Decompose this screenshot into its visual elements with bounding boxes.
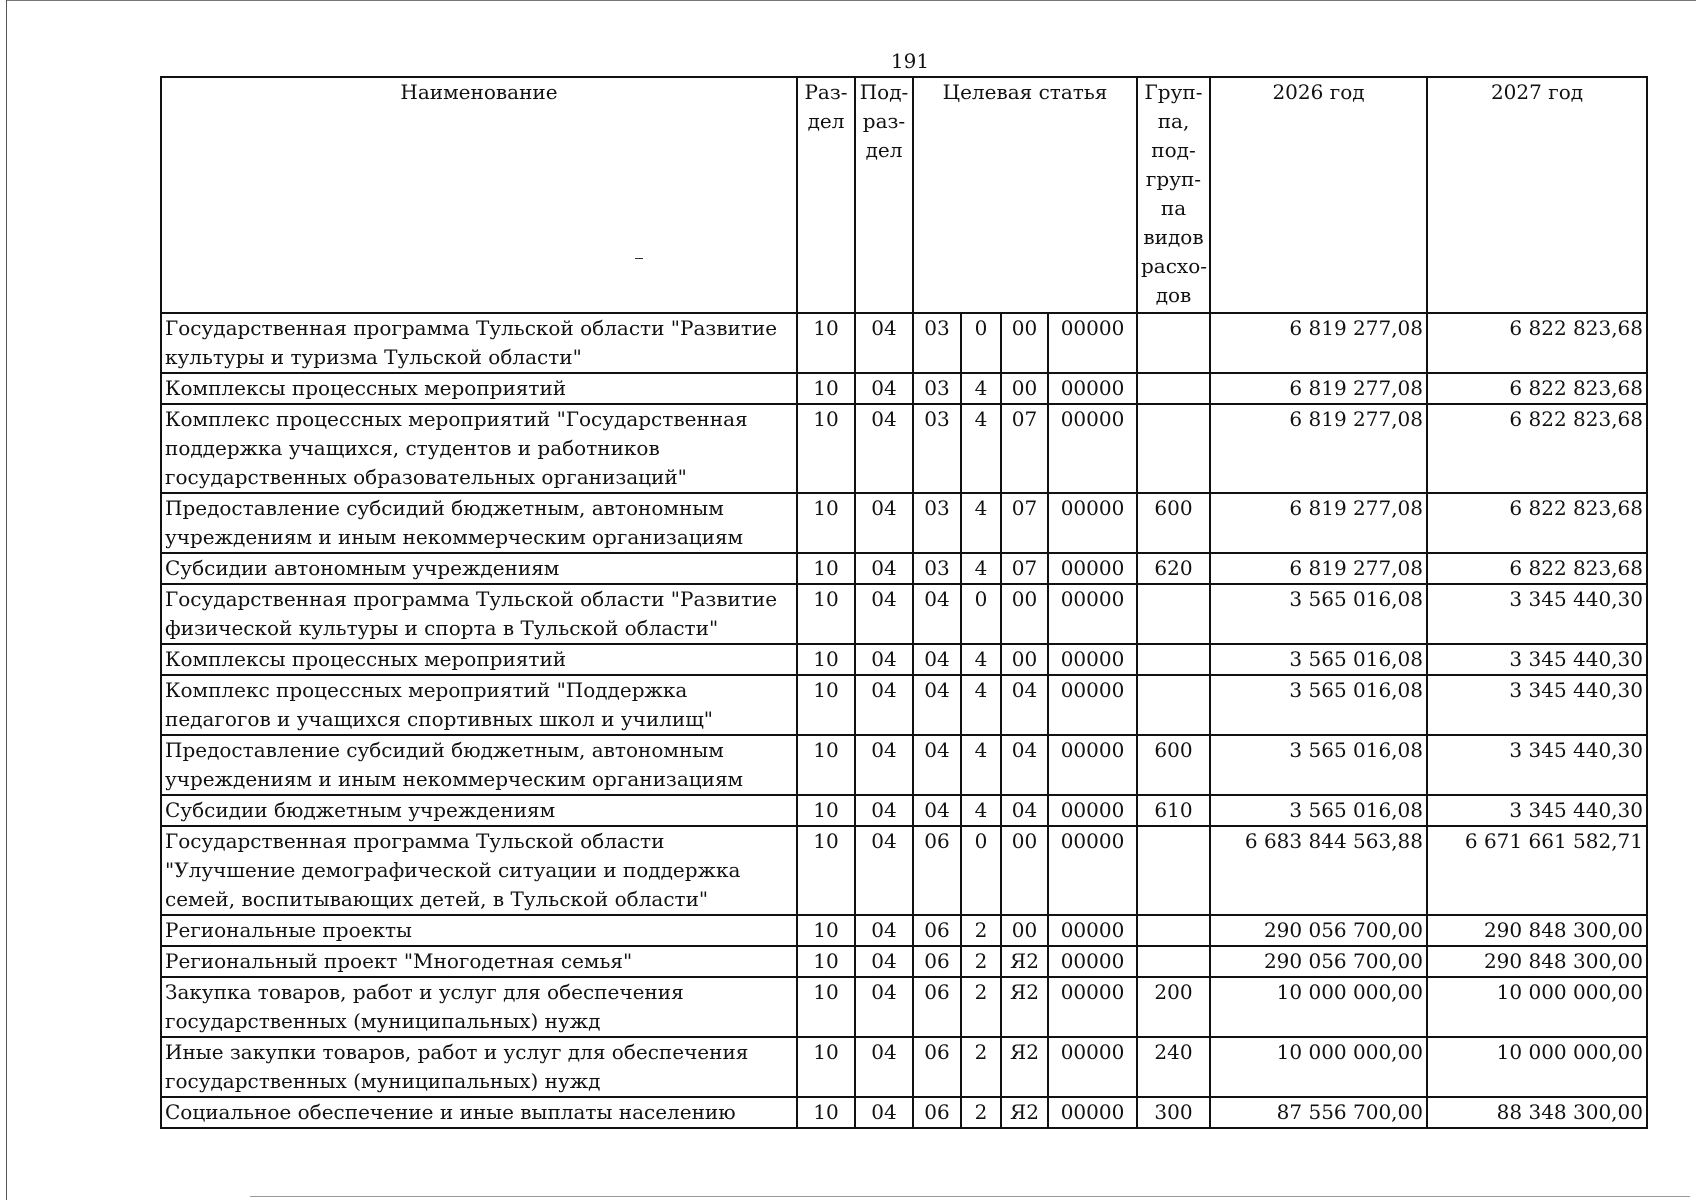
- table-row: [161, 404, 1647, 493]
- cell-target-program: 04: [913, 675, 961, 735]
- cell-name: Социальное обеспечение и иные выплаты населению: [161, 1097, 797, 1128]
- cell-name: Комплекс процессных мероприятий "Государственная поддержка учащихся, студентов и работников государственных образовательных организаций": [161, 404, 797, 493]
- table-row: [161, 977, 1647, 1037]
- cell-subsection: 04: [855, 1037, 913, 1097]
- table-row: [161, 735, 1647, 795]
- table-row: [161, 584, 1647, 644]
- cell-target-subprogram: 00: [1001, 373, 1048, 404]
- table-row: [161, 644, 1647, 675]
- cell-amount-2026: 6 819 277,08: [1210, 313, 1427, 373]
- cell-target-program: 03: [913, 404, 961, 493]
- cell-target-program: 03: [913, 493, 961, 553]
- cell-target-subprogram: 04: [1001, 675, 1048, 735]
- table-row: [161, 675, 1647, 735]
- table-row: [161, 553, 1647, 584]
- cell-amount-2027: 6 822 823,68: [1427, 404, 1647, 493]
- cell-name: Предоставление субсидий бюджетным, автономным учреждениям и иным некоммерческим организациям: [161, 735, 797, 795]
- header-section: [797, 77, 855, 313]
- cell-amount-2026: 87 556 700,00: [1210, 1097, 1427, 1128]
- cell-target-program: 04: [913, 735, 961, 795]
- cell-subsection: 04: [855, 1097, 913, 1128]
- cell-amount-2027: 6 671 661 582,71: [1427, 826, 1647, 915]
- cell-target-subprogram: 07: [1001, 404, 1048, 493]
- cell-expense-group: [1137, 584, 1210, 644]
- page-number: 191: [890, 49, 930, 73]
- cell-target-type: 0: [961, 313, 1001, 373]
- cell-target-type: 0: [961, 584, 1001, 644]
- cell-amount-2026: 290 056 700,00: [1210, 946, 1427, 977]
- header-section-label: Раз-дел: [804, 80, 848, 133]
- cell-amount-2027: 6 822 823,68: [1427, 493, 1647, 553]
- cell-target-program: 06: [913, 1097, 961, 1128]
- cell-target-type: 2: [961, 1097, 1001, 1128]
- cell-target-subprogram: 00: [1001, 313, 1048, 373]
- cell-target-direction: 00000: [1048, 915, 1137, 946]
- cell-target-subprogram: Я2: [1001, 977, 1048, 1037]
- cell-section: 10: [797, 1097, 855, 1128]
- table-row: [161, 946, 1647, 977]
- cell-target-direction: 00000: [1048, 675, 1137, 735]
- cell-target-type: 4: [961, 644, 1001, 675]
- cell-amount-2027: 3 345 440,30: [1427, 735, 1647, 795]
- cell-expense-group: 300: [1137, 1097, 1210, 1128]
- cell-target-direction: 00000: [1048, 644, 1137, 675]
- cell-subsection: 04: [855, 946, 913, 977]
- cell-target-subprogram: 00: [1001, 826, 1048, 915]
- header-year-2026-label: 2026 год: [1272, 80, 1365, 104]
- header-year-2026: [1210, 77, 1427, 313]
- cell-name: Закупка товаров, работ и услуг для обеспечения государственных (муниципальных) нужд: [161, 977, 797, 1037]
- cell-section: 10: [797, 404, 855, 493]
- cell-target-program: 03: [913, 553, 961, 584]
- cell-amount-2026: 6 819 277,08: [1210, 493, 1427, 553]
- cell-target-program: 06: [913, 1037, 961, 1097]
- cell-target-direction: 00000: [1048, 373, 1137, 404]
- header-row: [161, 77, 1647, 313]
- cell-amount-2026: 10 000 000,00: [1210, 1037, 1427, 1097]
- cell-target-type: 4: [961, 553, 1001, 584]
- cell-target-type: 0: [961, 826, 1001, 915]
- cell-section: 10: [797, 373, 855, 404]
- table-body: [161, 313, 1647, 1128]
- cell-amount-2026: 6 819 277,08: [1210, 404, 1427, 493]
- cell-name: Государственная программа Тульской области "Развитие физической культуры и спорта в Тульской области": [161, 584, 797, 644]
- cell-expense-group: [1137, 404, 1210, 493]
- cell-name: Государственная программа Тульской области "Развитие культуры и туризма Тульской области": [161, 313, 797, 373]
- budget-table: [160, 76, 1648, 1129]
- cell-name: Комплексы процессных мероприятий: [161, 373, 797, 404]
- cell-section: 10: [797, 644, 855, 675]
- cell-amount-2026: 6 819 277,08: [1210, 553, 1427, 584]
- table-row: [161, 313, 1647, 373]
- cell-subsection: 04: [855, 675, 913, 735]
- cell-name: Региональный проект "Многодетная семья": [161, 946, 797, 977]
- cell-amount-2026: 290 056 700,00: [1210, 915, 1427, 946]
- cell-target-subprogram: 07: [1001, 553, 1048, 584]
- cell-target-direction: 00000: [1048, 735, 1137, 795]
- table-row: [161, 795, 1647, 826]
- cell-amount-2027: 3 345 440,30: [1427, 644, 1647, 675]
- cell-subsection: 04: [855, 644, 913, 675]
- cell-name: Комплексы процессных мероприятий: [161, 644, 797, 675]
- cell-subsection: 04: [855, 795, 913, 826]
- cell-section: 10: [797, 826, 855, 915]
- cell-section: 10: [797, 795, 855, 826]
- cell-target-program: 04: [913, 795, 961, 826]
- cell-target-direction: 00000: [1048, 977, 1137, 1037]
- cell-subsection: 04: [855, 404, 913, 493]
- cell-section: 10: [797, 553, 855, 584]
- table-row: [161, 1037, 1647, 1097]
- header-year-2027-label: 2027 год: [1490, 80, 1584, 104]
- cell-target-direction: 00000: [1048, 584, 1137, 644]
- header-target-article-label: Целевая статья: [942, 80, 1108, 104]
- cell-target-subprogram: 04: [1001, 795, 1048, 826]
- header-mark: [635, 258, 643, 259]
- cell-target-direction: 00000: [1048, 553, 1137, 584]
- cell-amount-2026: 6 819 277,08: [1210, 373, 1427, 404]
- cell-amount-2026: 3 565 016,08: [1210, 795, 1427, 826]
- cell-target-direction: 00000: [1048, 404, 1137, 493]
- cell-name: Субсидии бюджетным учреждениям: [161, 795, 797, 826]
- cell-expense-group: 620: [1137, 553, 1210, 584]
- cell-target-type: 4: [961, 493, 1001, 553]
- cell-expense-group: 610: [1137, 795, 1210, 826]
- table-row: [161, 826, 1647, 915]
- cell-amount-2027: 6 822 823,68: [1427, 373, 1647, 404]
- table-header: [161, 77, 1647, 313]
- cell-section: 10: [797, 946, 855, 977]
- table-row: [161, 1097, 1647, 1128]
- cell-target-type: 4: [961, 373, 1001, 404]
- cell-target-type: 4: [961, 795, 1001, 826]
- cell-subsection: 04: [855, 493, 913, 553]
- cell-amount-2027: 290 848 300,00: [1427, 946, 1647, 977]
- cell-amount-2027: 10 000 000,00: [1427, 977, 1647, 1037]
- table-row: [161, 373, 1647, 404]
- cell-amount-2027: 290 848 300,00: [1427, 915, 1647, 946]
- cell-expense-group: 240: [1137, 1037, 1210, 1097]
- cell-section: 10: [797, 493, 855, 553]
- cell-expense-group: 600: [1137, 493, 1210, 553]
- cell-name: Комплекс процессных мероприятий "Поддержка педагогов и учащихся спортивных школ и училищ": [161, 675, 797, 735]
- cell-amount-2026: 10 000 000,00: [1210, 977, 1427, 1037]
- cell-amount-2026: 3 565 016,08: [1210, 735, 1427, 795]
- cell-amount-2026: 3 565 016,08: [1210, 675, 1427, 735]
- cell-target-program: 03: [913, 373, 961, 404]
- cell-section: 10: [797, 977, 855, 1037]
- cell-target-subprogram: Я2: [1001, 1037, 1048, 1097]
- cell-expense-group: 600: [1137, 735, 1210, 795]
- cell-target-type: 2: [961, 946, 1001, 977]
- cell-name: Региональные проекты: [161, 915, 797, 946]
- cell-target-program: 03: [913, 313, 961, 373]
- cell-target-direction: 00000: [1048, 1037, 1137, 1097]
- cell-amount-2026: 6 683 844 563,88: [1210, 826, 1427, 915]
- cell-target-direction: 00000: [1048, 826, 1137, 915]
- header-expense-group-label: Груп-па, под-груп-па видов расхо-дов: [1141, 80, 1208, 307]
- cell-target-subprogram: 00: [1001, 915, 1048, 946]
- cell-amount-2027: 3 345 440,30: [1427, 795, 1647, 826]
- cell-target-program: 06: [913, 826, 961, 915]
- cell-amount-2026: 3 565 016,08: [1210, 584, 1427, 644]
- header-subsection-label: Под-раз-дел: [859, 80, 909, 162]
- cell-subsection: 04: [855, 826, 913, 915]
- cell-section: 10: [797, 584, 855, 644]
- cell-subsection: 04: [855, 915, 913, 946]
- cell-name: Государственная программа Тульской области "Улучшение демографической ситуации и поддержка семей, воспитывающих детей, в Тульской области": [161, 826, 797, 915]
- cell-subsection: 04: [855, 553, 913, 584]
- cell-section: 10: [797, 675, 855, 735]
- cell-amount-2027: 6 822 823,68: [1427, 553, 1647, 584]
- cell-expense-group: [1137, 313, 1210, 373]
- cell-target-direction: 00000: [1048, 946, 1137, 977]
- header-name: [161, 77, 797, 313]
- cell-target-subprogram: 00: [1001, 584, 1048, 644]
- cell-target-direction: 00000: [1048, 795, 1137, 826]
- cell-expense-group: [1137, 373, 1210, 404]
- header-year-2027: [1427, 77, 1647, 313]
- cell-target-type: 2: [961, 1037, 1001, 1097]
- cell-subsection: 04: [855, 313, 913, 373]
- cell-target-direction: 00000: [1048, 313, 1137, 373]
- cell-target-subprogram: 00: [1001, 644, 1048, 675]
- cell-amount-2027: 3 345 440,30: [1427, 675, 1647, 735]
- cell-section: 10: [797, 1037, 855, 1097]
- cell-name: Предоставление субсидий бюджетным, автономным учреждениям и иным некоммерческим организациям: [161, 493, 797, 553]
- header-name-label: Наименование: [400, 80, 558, 104]
- cell-amount-2027: 6 822 823,68: [1427, 313, 1647, 373]
- cell-subsection: 04: [855, 373, 913, 404]
- header-target-article: [913, 77, 1137, 313]
- cell-target-program: 06: [913, 915, 961, 946]
- cell-section: 10: [797, 915, 855, 946]
- cell-name: Иные закупки товаров, работ и услуг для обеспечения государственных (муниципальных) нужд: [161, 1037, 797, 1097]
- header-expense-group: [1137, 77, 1210, 313]
- page-border-bottom: [250, 1196, 1690, 1197]
- cell-section: 10: [797, 735, 855, 795]
- cell-amount-2026: 3 565 016,08: [1210, 644, 1427, 675]
- page-border-top: [6, 0, 1696, 1]
- cell-target-direction: 00000: [1048, 493, 1137, 553]
- cell-target-program: 06: [913, 946, 961, 977]
- cell-target-type: 4: [961, 735, 1001, 795]
- cell-expense-group: 200: [1137, 977, 1210, 1037]
- cell-target-program: 04: [913, 584, 961, 644]
- cell-expense-group: [1137, 675, 1210, 735]
- cell-target-type: 4: [961, 675, 1001, 735]
- cell-subsection: 04: [855, 977, 913, 1037]
- cell-target-subprogram: 04: [1001, 735, 1048, 795]
- cell-name: Субсидии автономным учреждениям: [161, 553, 797, 584]
- cell-target-type: 2: [961, 915, 1001, 946]
- cell-expense-group: [1137, 915, 1210, 946]
- cell-target-program: 04: [913, 644, 961, 675]
- cell-target-subprogram: Я2: [1001, 946, 1048, 977]
- cell-target-subprogram: Я2: [1001, 1097, 1048, 1128]
- cell-target-direction: 00000: [1048, 1097, 1137, 1128]
- cell-section: 10: [797, 313, 855, 373]
- cell-expense-group: [1137, 826, 1210, 915]
- cell-target-type: 2: [961, 977, 1001, 1037]
- cell-subsection: 04: [855, 735, 913, 795]
- table-row: [161, 915, 1647, 946]
- cell-target-subprogram: 07: [1001, 493, 1048, 553]
- cell-expense-group: [1137, 644, 1210, 675]
- cell-target-type: 4: [961, 404, 1001, 493]
- header-subsection: [855, 77, 913, 313]
- cell-expense-group: [1137, 946, 1210, 977]
- cell-amount-2027: 88 348 300,00: [1427, 1097, 1647, 1128]
- table-row: [161, 493, 1647, 553]
- cell-subsection: 04: [855, 584, 913, 644]
- page-border-left: [6, 0, 7, 1200]
- cell-amount-2027: 10 000 000,00: [1427, 1037, 1647, 1097]
- cell-target-program: 06: [913, 977, 961, 1037]
- cell-amount-2027: 3 345 440,30: [1427, 584, 1647, 644]
